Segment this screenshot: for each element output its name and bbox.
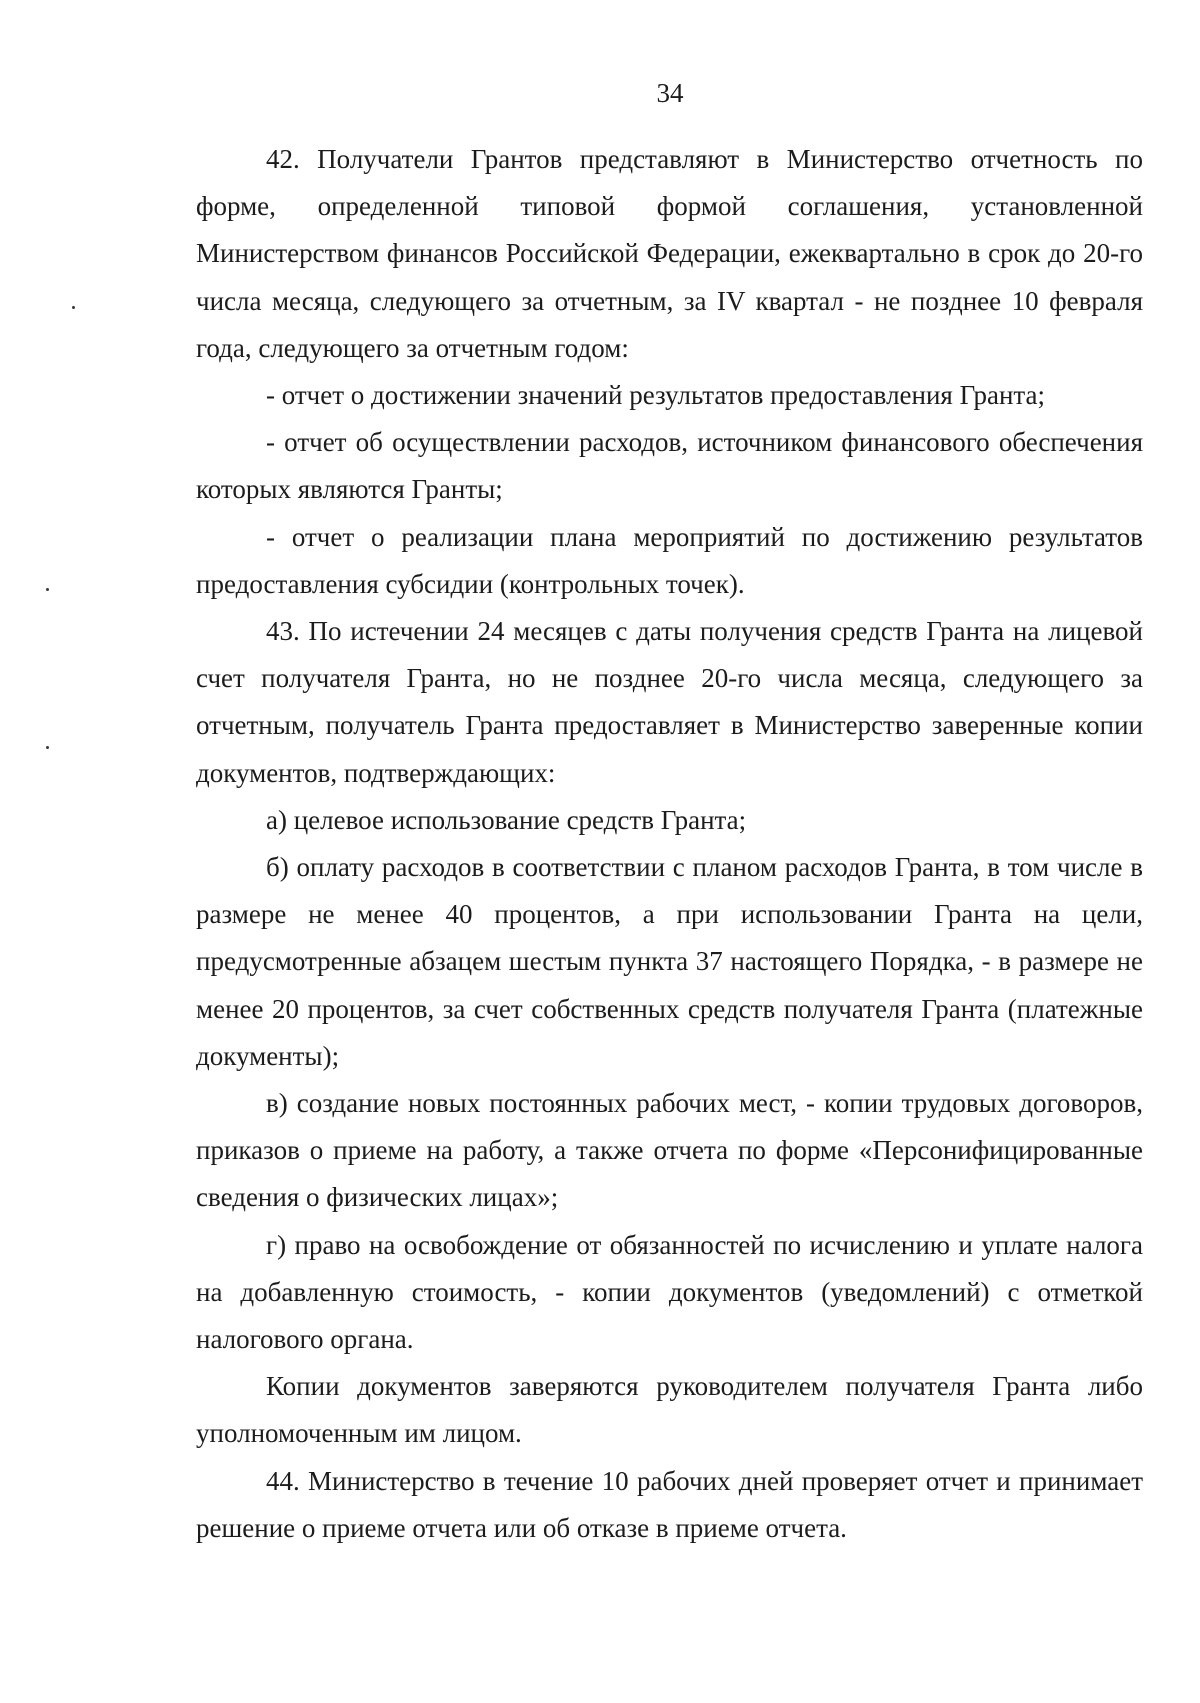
scan-speck: [72, 306, 75, 309]
scan-speck: [46, 588, 49, 591]
paragraph-43-intro: 43. По истечении 24 месяцев с даты получения средств Гранта на лицевой счет получателя Гранта, но не позднее 20-го числа месяца, следующего за отчетным, получатель Гранта предоставляет в Министерство заверенные копии документов, подтверждающих:: [196, 616, 1143, 788]
list-item-report-expenses: - отчет об осуществлении расходов, источником финансового обеспечения которых являются Гранты;: [196, 427, 1143, 505]
paragraph-copies: Копии документов заверяются руководителем получателя Гранта либо уполномоченным им лицом.: [196, 1371, 1143, 1449]
list-item-report-results: - отчет о достижении значений результатов предоставления Гранта;: [266, 380, 1046, 411]
paragraph-44: 44. Министерство в течение 10 рабочих дней проверяет отчет и принимает решение о приеме отчета или об отказе в приеме отчета.: [196, 1465, 1143, 1543]
document-body: [196, 136, 1143, 1552]
list-item-b: б) оплату расходов в соответствии с планом расходов Гранта, в том числе в размере не менее 40 процентов, а при использовании Гранта на цели, предусмотренные абзацем шестым пункта 37 настоящего Порядка, - в размере не менее 20 процентов, за счет собственных средств получателя Гранта (платежные документы);: [196, 852, 1143, 1071]
paragraph-42-intro: 42. Получатели Грантов представляют в Министерство отчетность по форме, определенной типовой формой соглашения, установленной Министерством финансов Российской Федерации, ежеквартально в срок до 20-го числа месяца, следующего за отчетным, за IV квартал - не позднее 10 февраля года, следующего за отчетным годом:: [196, 144, 1143, 363]
page-number: 34: [656, 78, 684, 108]
scan-speck: [46, 746, 49, 749]
list-item-g: г) право на освобождение от обязанностей по исчислению и уплате налога на добавленную стоимость, - копии документов (уведомлений) с отметкой налогового органа.: [196, 1229, 1143, 1355]
list-item-v: в) создание новых постоянных рабочих мест, - копии трудовых договоров, приказов о приеме на работу, а также отчета по форме «Персонифицированные сведения о физических лицах»;: [196, 1088, 1143, 1213]
list-item-report-plan: - отчет о реализации плана мероприятий по достижению результатов предоставления субсидии (контрольных точек).: [196, 521, 1143, 599]
list-item-a: а) целевое использование средств Гранта;: [266, 804, 747, 835]
